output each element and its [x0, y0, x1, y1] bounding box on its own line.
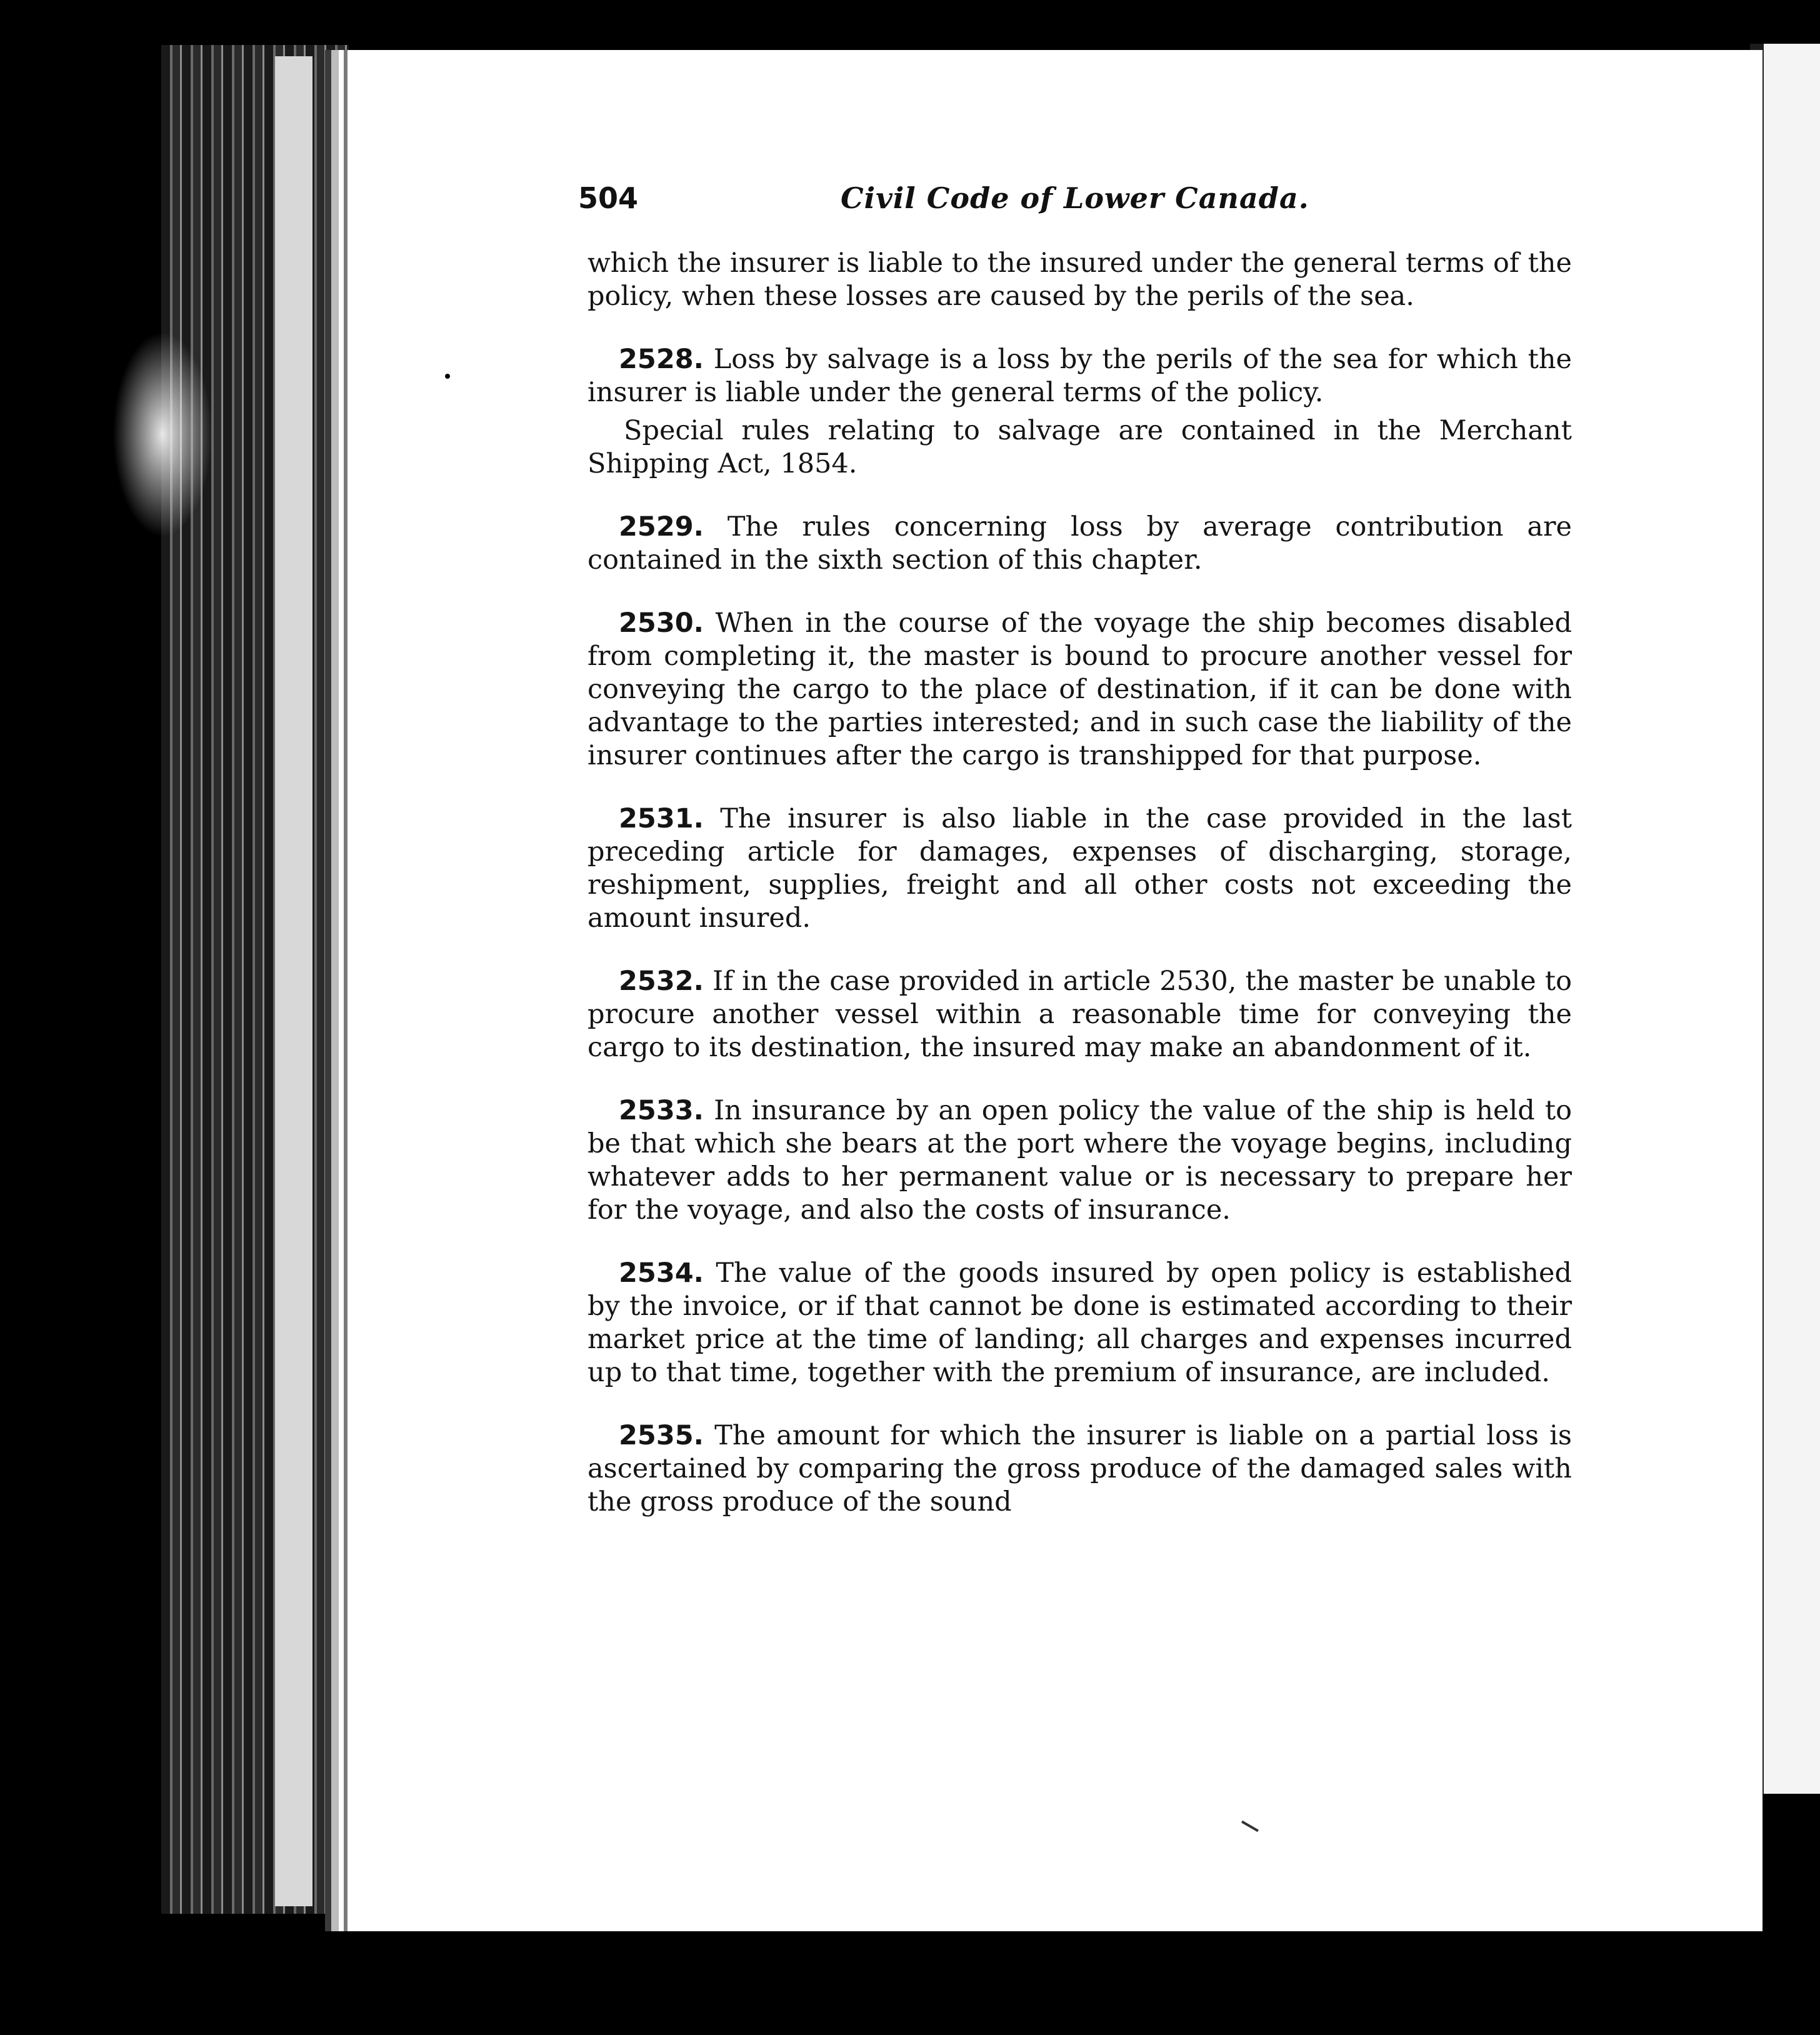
paragraph-text: which the insurer is liable to the insured under the general terms of the policy, when these losses are caused by the perils of the sea.	[588, 248, 1572, 312]
article-number: 2528.	[619, 344, 704, 375]
paragraph-text: In insurance by an open policy the value of the ship is held to be that which she bears at the port where the voyage begins, including whatever adds to her permanent value or is necessary to prepare her for the voyage, and also the costs of insurance.	[588, 1095, 1572, 1226]
paragraph-text: If in the case provided in article 2530, the master be unable to procure another vessel within a reasonable time for conveying the cargo to its destination, the insured may make an abandonment of it.	[588, 966, 1572, 1063]
scan-light-flare	[112, 331, 212, 538]
paragraph-text: The rules concerning loss by average contribution are contained in the sixth section of this chapter.	[588, 511, 1572, 576]
article-2533	[588, 1094, 1572, 1227]
article-2534	[588, 1257, 1572, 1389]
paragraph-text: Loss by salvage is a loss by the perils of the sea for which the insurer is liable under the general terms of the policy.	[588, 344, 1572, 408]
paragraph-text: The value of the goods insured by open policy is established by the invoice, or if that cannot be done is estimated according to their market price at the time of landing; all charges and expenses incurred up to that time, together with the premium of insurance, are included.	[588, 1258, 1572, 1388]
page-body	[588, 247, 1572, 1519]
page-header	[578, 181, 1328, 231]
paragraph-text: The amount for which the insurer is liable on a partial loss is ascertained by comparing the gross produce of the damaged sales with the gross produce of the sound	[588, 1420, 1572, 1518]
continued-paragraph	[588, 247, 1572, 313]
article-2529	[588, 511, 1572, 577]
ink-speck	[445, 374, 450, 379]
article-number: 2534.	[619, 1258, 704, 1289]
paragraph-text: Special rules relating to salvage are contained in the Merchant Shipping Act, 1854.	[588, 415, 1572, 479]
article-number: 2533.	[619, 1095, 704, 1126]
article-2528-note	[588, 414, 1572, 481]
article-2528	[588, 343, 1572, 409]
article-number: 2532.	[619, 966, 704, 997]
article-2535	[588, 1419, 1572, 1519]
article-number: 2529.	[619, 511, 704, 542]
running-title: Civil Code of Lower Canada.	[841, 181, 1309, 215]
article-2531	[588, 802, 1572, 935]
paragraph-text: When in the course of the voyage the ship becomes disabled from completing it, the master is bound to procure another vessel for conveying the cargo to the place of destination, if it can be done with advantage to the parties interested; and in such case the liability of the insurer continues after the cargo is transhipped for that purpose.	[588, 608, 1572, 771]
page-number: 504	[578, 181, 639, 215]
article-number: 2535.	[619, 1420, 704, 1451]
article-2532	[588, 965, 1572, 1064]
book-page-edges	[161, 45, 349, 1914]
page-edge-strip	[275, 56, 312, 1906]
article-number: 2531.	[619, 803, 704, 834]
paragraph-text: The insurer is also liable in the case provided in the last preceding article for damages, expenses of discharging, storage, reshipment, supplies, freight and all other costs not exceeding the amount insured.	[588, 803, 1572, 934]
article-2530	[588, 607, 1572, 772]
article-number: 2530.	[619, 608, 704, 639]
